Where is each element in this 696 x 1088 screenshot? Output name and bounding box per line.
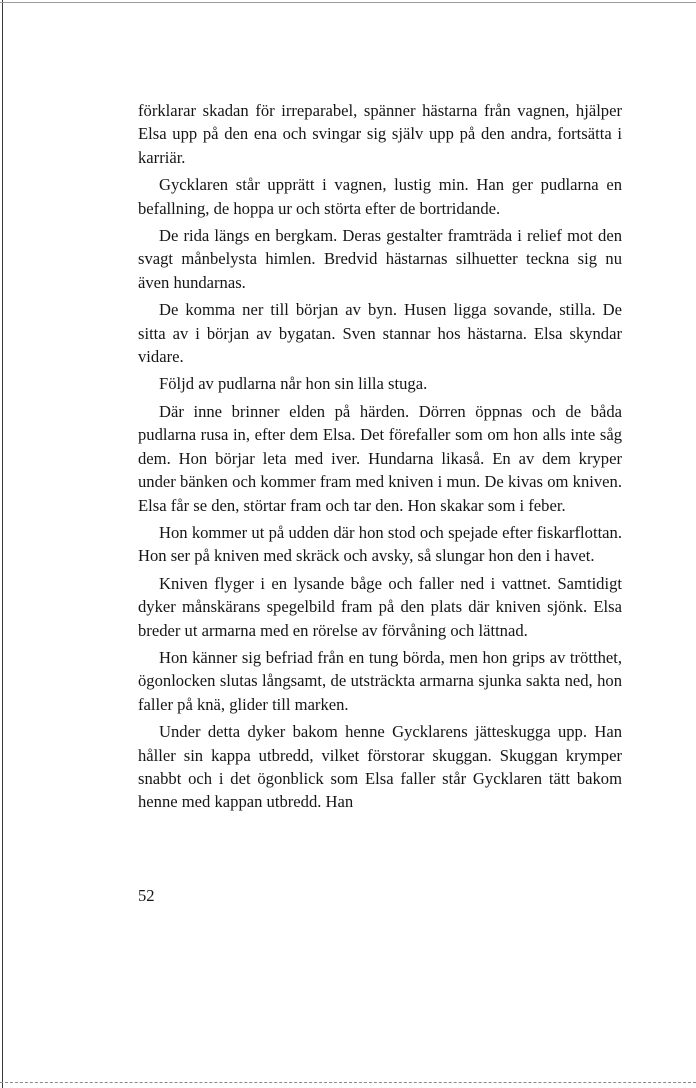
paragraph-6: Där inne brinner elden på härden. Dörren öppnas och de båda pudlarna rusa in, efter dem Elsa. Det förefaller som om hon alls inte såg dem. Hon börjar leta med iver. Hundarna likaså. En av dem kryper under bänken och kommer fram med kniven i mun. De kivas om kniven. Elsa får se den, störtar fram och tar den. Hon skakar som i feber. <box>138 401 622 515</box>
page-top-edge <box>0 2 696 3</box>
paragraph-2: Gycklaren står upprätt i vagnen, lustig min. Han ger pudlarna en befallning, de hoppa ur och störta efter de bortridande. <box>138 175 622 218</box>
page-body <box>138 99 622 818</box>
paragraph-10: Under detta dyker bakom henne Gycklarens jätteskugga upp. Han håller sin kappa utbredd, vilket förstorar skuggan. Skuggan krymper snabbt och i det ögonblick som Elsa faller står Gycklaren tätt bakom henne med kappan utbredd. Han <box>138 722 622 812</box>
page-number: 52 <box>138 886 155 905</box>
paragraph-8: Kniven flyger i en lysande båge och faller ned i vattnet. Samtidigt dyker månskärans spegelbild fram på den plats där kniven sjönk. Elsa breder ut armarna med en rörelse av förvåning och lättnad. <box>138 573 622 640</box>
paragraph-4: De komma ner till början av byn. Husen ligga sovande, stilla. De sitta av i början av bygatan. Sven stannar hos hästarna. Elsa skyndar vidare. <box>138 300 622 367</box>
page-bottom-edge <box>0 1082 696 1084</box>
paragraph-9: Hon känner sig befriad från en tung börda, men hon grips av trötthet, ögonlocken slutas långsamt, de utsträckta armarna sjunka sakta ned, hon faller på knä, glider till marken. <box>138 647 622 714</box>
paragraph-5: Följd av pudlarna når hon sin lilla stuga. <box>159 374 428 394</box>
paragraph-7: Hon kommer ut på udden där hon stod och spejade efter fiskarflottan. Hon ser på kniven med skräck och avsky, så slungar hon den i havet. <box>138 522 622 566</box>
paragraph-1: förklarar skadan för irreparabel, spänner hästarna från vagnen, hjälper Elsa upp på den ena och svingar sig själv upp på den andra, fortsätta i karriär. <box>138 101 622 167</box>
page-left-edge <box>2 0 3 1088</box>
paragraph-3: De rida längs en bergkam. Deras gestalter framträda i relief mot den svagt månbelysta himlen. Bredvid hästarnas silhuetter teckna sig nu även hundarnas. <box>138 226 622 292</box>
